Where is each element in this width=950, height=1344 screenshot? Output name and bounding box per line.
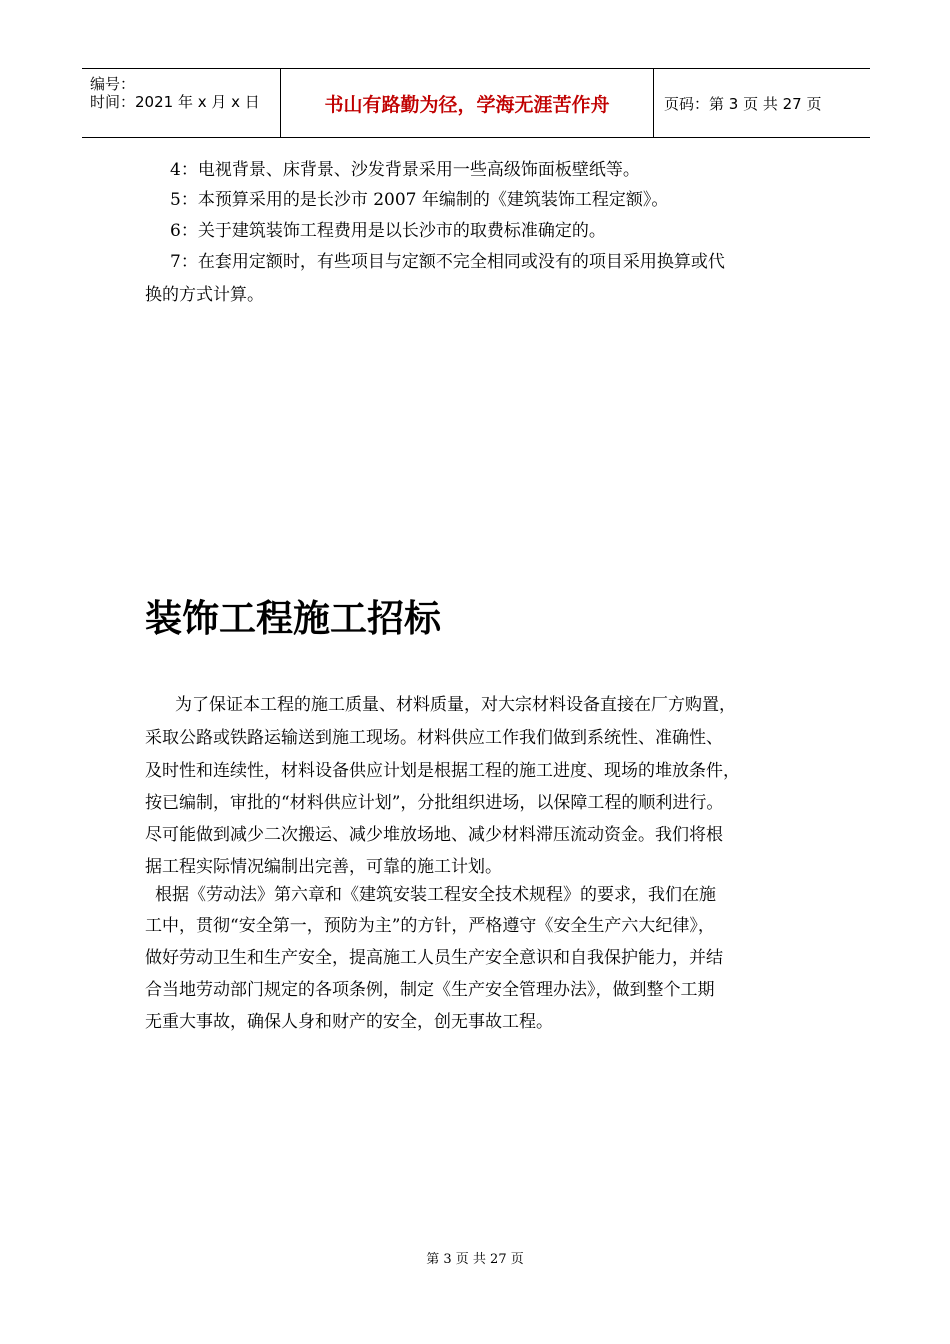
header-page-info <box>654 69 870 137</box>
paragraph-line: 为了保证本工程的施工质量、材料质量，对大宗材料设备直接在厂方购置， <box>175 695 736 715</box>
section-title: 装饰工程施工招标 <box>145 597 441 640</box>
paragraph-line: 采取公路或铁路运输送到施工现场。材料供应工作我们做到系统性、准确性、 <box>145 728 723 748</box>
document-date: 时间：2021 年 x 月 x 日 <box>90 93 260 111</box>
list-item: 6：关于建筑装饰工程费用是以长沙市的取费标准确定的。 <box>170 221 606 241</box>
list-item: 7：在套用定额时，有些项目与定额不完全相同或没有的项目采用换算或代 <box>170 252 725 272</box>
document-number-label: 编号： <box>90 75 136 93</box>
paragraph-line: 工中，贯彻“安全第一，预防为主”的方针，严格遵守《安全生产六大纪律》， <box>145 916 715 936</box>
paragraph-line: 合当地劳动部门规定的各项条例，制定《生产安全管理办法》，做到整个工期 <box>145 980 715 1000</box>
list-item: 4：电视背景、床背景、沙发背景采用一些高级饰面板壁纸等。 <box>170 160 640 180</box>
paragraph-line: 据工程实际情况编制出完善，可靠的施工计划。 <box>145 857 502 877</box>
paragraph-line: 按已编制，审批的“材料供应计划”，分批组织进场，以保障工程的顺利进行。 <box>145 793 724 813</box>
paragraph-line: 及时性和连续性，材料设备供应计划是根据工程的施工进度、现场的堆放条件， <box>145 761 740 781</box>
paragraph-line: 根据《劳动法》第六章和《建筑安装工程安全技术规程》的要求，我们在施 <box>155 885 716 905</box>
page-footer: 第 3 页 共 27 页 <box>426 1252 524 1267</box>
header-meta <box>82 69 281 137</box>
header-motto: 书山有路勤为径，学海无涯苦作舟 <box>281 69 654 137</box>
page-info-text: 页码：第 3 页 共 27 页 <box>664 94 822 113</box>
page-header <box>82 68 870 138</box>
paragraph-line: 尽可能做到减少二次搬运、减少堆放场地、减少材料滞压流动资金。我们将根 <box>145 825 723 845</box>
paragraph-line: 做好劳动卫生和生产安全，提高施工人员生产安全意识和自我保护能力，并结 <box>145 948 723 968</box>
list-item: 换的方式计算。 <box>145 285 264 305</box>
list-item: 5：本预算采用的是长沙市 2007 年编制的《建筑装饰工程定额》。 <box>170 190 669 210</box>
paragraph-line: 无重大事故，确保人身和财产的安全，创无事故工程。 <box>145 1012 553 1032</box>
